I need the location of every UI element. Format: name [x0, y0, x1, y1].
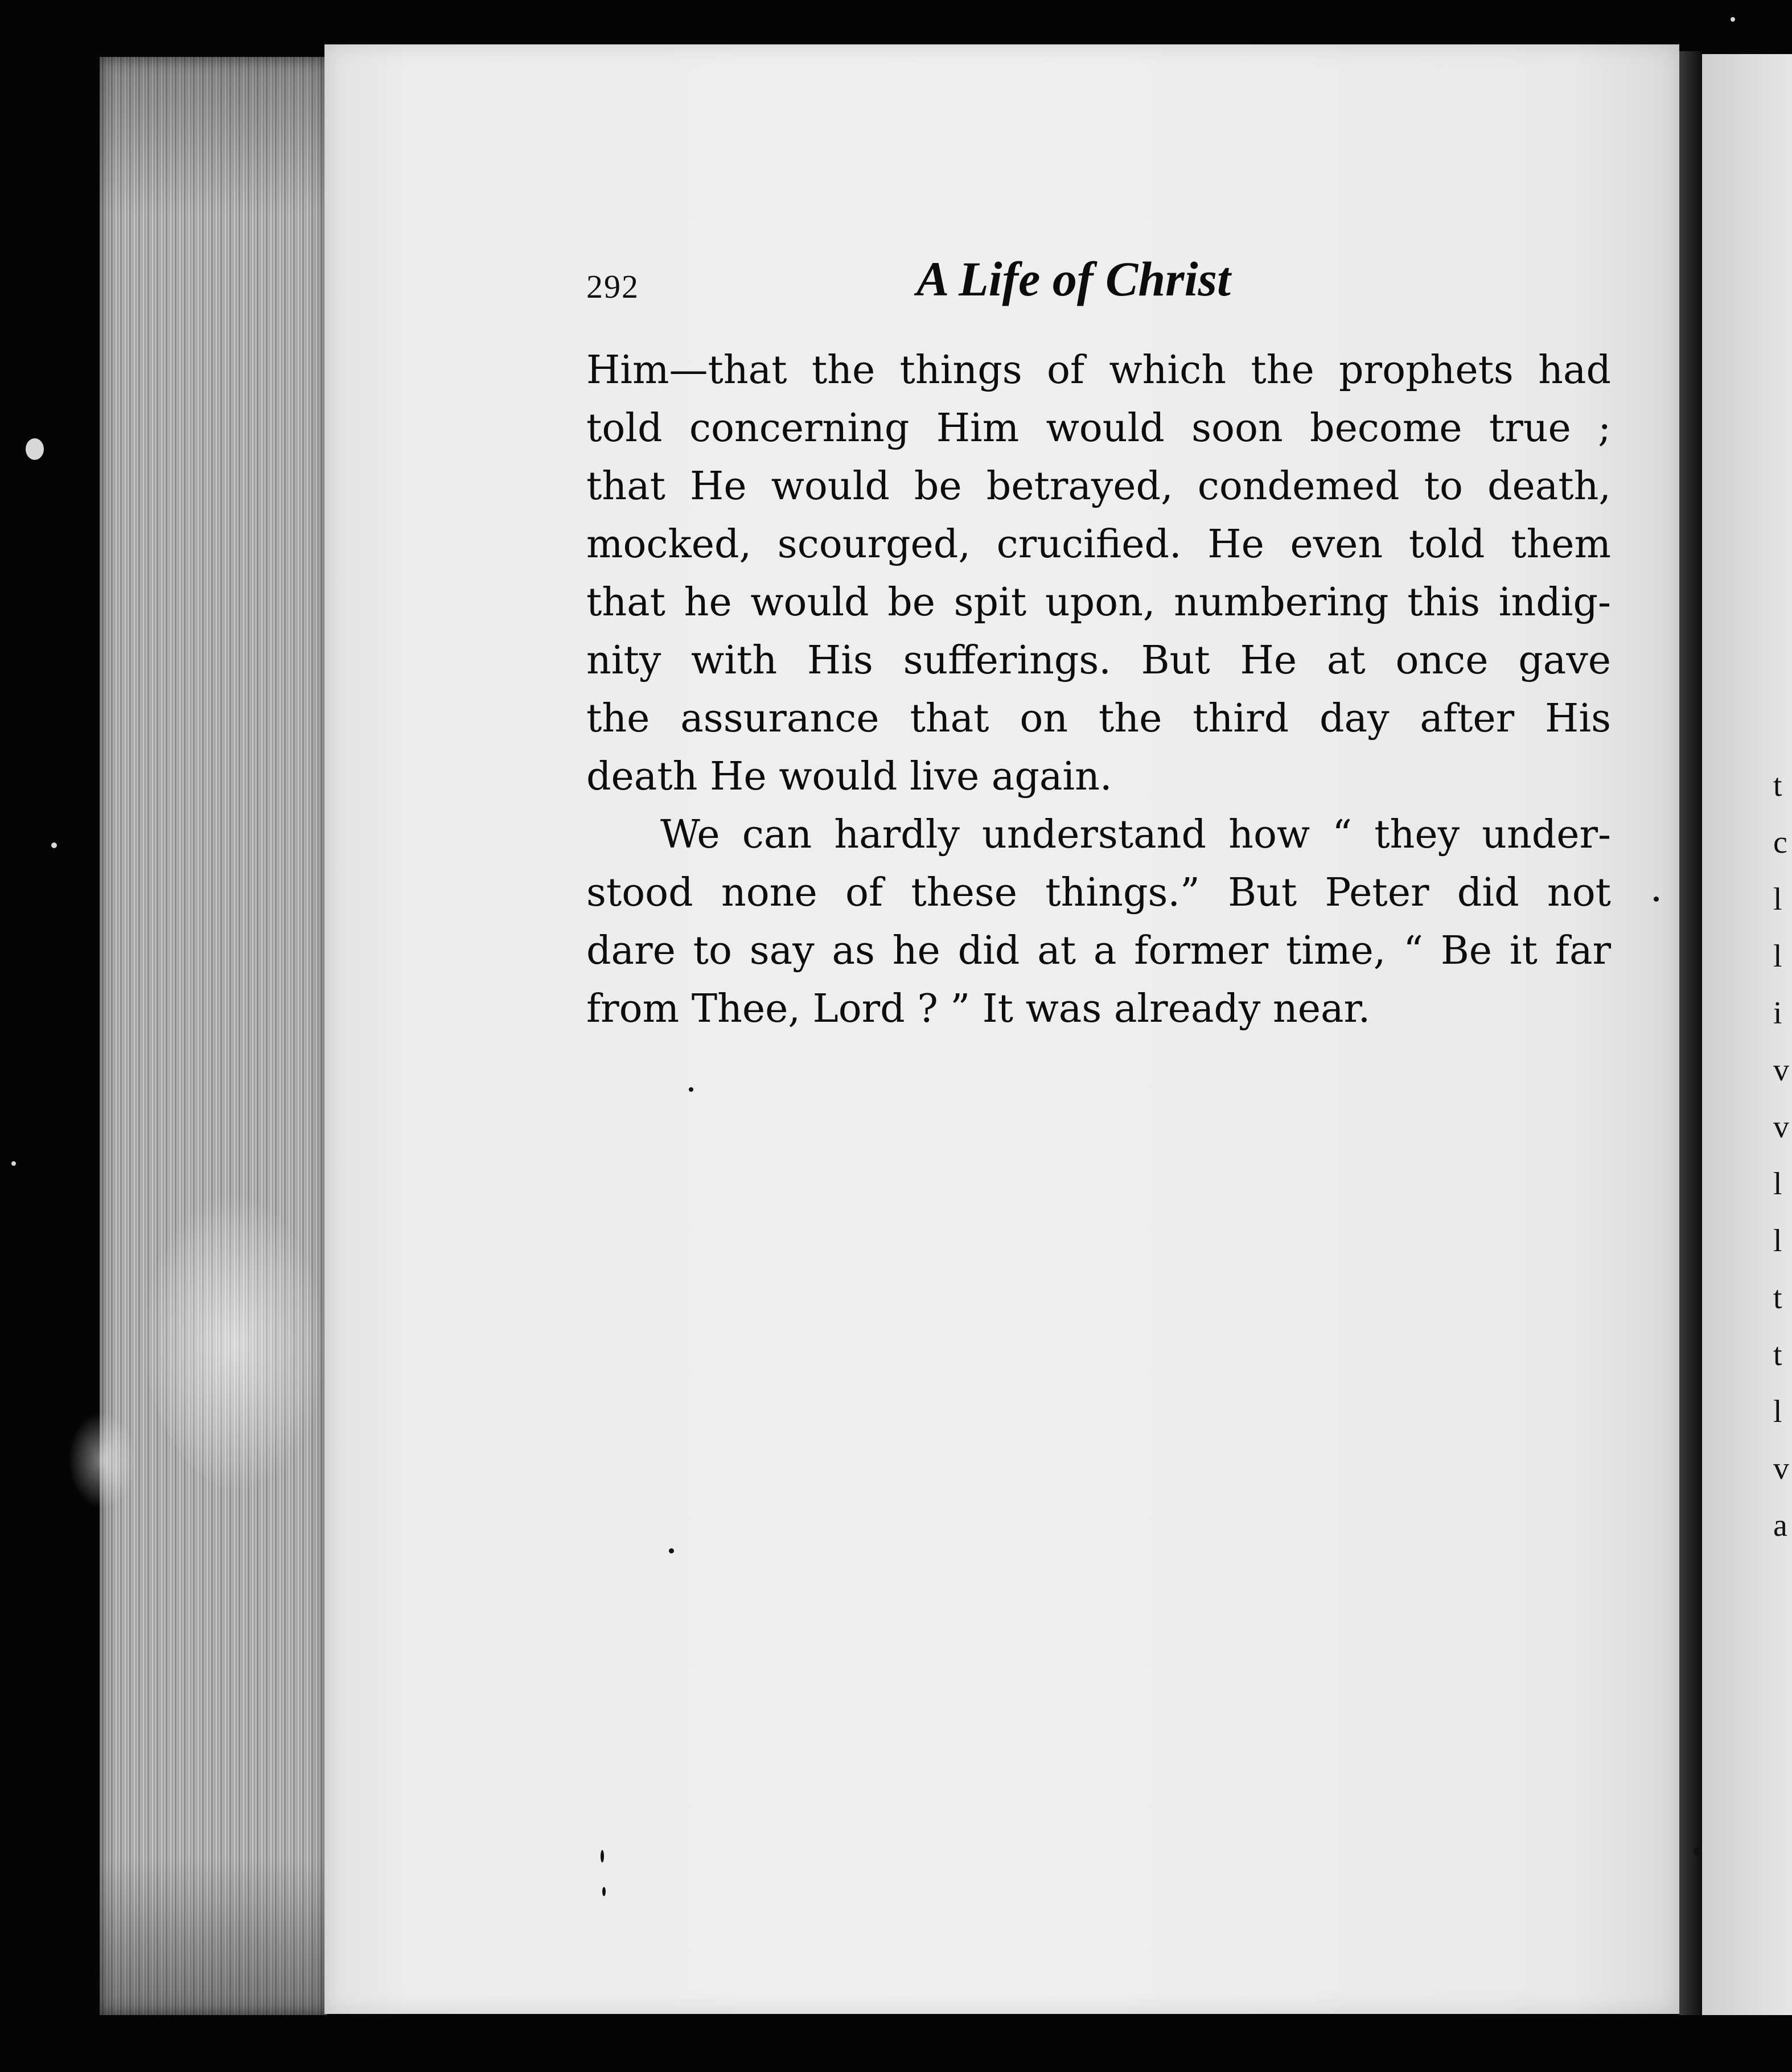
text-line: from Thee, Lord ? ” It was already near.: [586, 986, 1371, 1031]
text-line: Him—that the things of which the prophets had: [586, 348, 1611, 393]
scan-dust: [26, 438, 44, 460]
text-line: mocked, scourged, crucified. He even told them: [586, 522, 1611, 567]
scan-dust: [1731, 17, 1735, 22]
scan-dust: [51, 842, 57, 848]
text-line: dare to say as he did at a former time, “ Be it far: [586, 928, 1611, 973]
text-line: stood none of these things.” But Peter did not: [586, 870, 1611, 915]
text-line: nity with His sufferings. But He at once gave: [586, 638, 1611, 683]
text-line: death He would live again.: [586, 754, 1112, 799]
scan-speck: [601, 1850, 604, 1863]
scan-speck: [602, 1887, 606, 1896]
book-gutter: [1679, 51, 1702, 2015]
scan-speck: [689, 1087, 693, 1092]
page-edge-stain: [68, 1412, 137, 1508]
page-edges-stack: [100, 57, 327, 2015]
book-title: A Life of Christ: [916, 252, 1231, 306]
facing-page-cropped-letters: t c l l i v v l l t t l v a: [1773, 768, 1789, 1543]
text-line: that He would be betrayed, condemed to death,: [586, 464, 1611, 509]
scan-speck: [1694, 1847, 1701, 1855]
text-line: We can hardly understand how “ they under-: [660, 812, 1611, 857]
scan-dust: [11, 1161, 16, 1166]
text-line: that he would be spit upon, numbering this indig-: [586, 580, 1611, 625]
scan-speck: [1654, 897, 1659, 902]
text-line: told concerning Him would soon become true ;: [586, 406, 1611, 451]
page-number: 292: [586, 268, 639, 305]
scan-speck: [669, 1548, 674, 1553]
running-head: [586, 245, 1281, 313]
body-text: [586, 342, 1611, 1038]
text-line: the assurance that on the third day after His: [586, 696, 1611, 741]
